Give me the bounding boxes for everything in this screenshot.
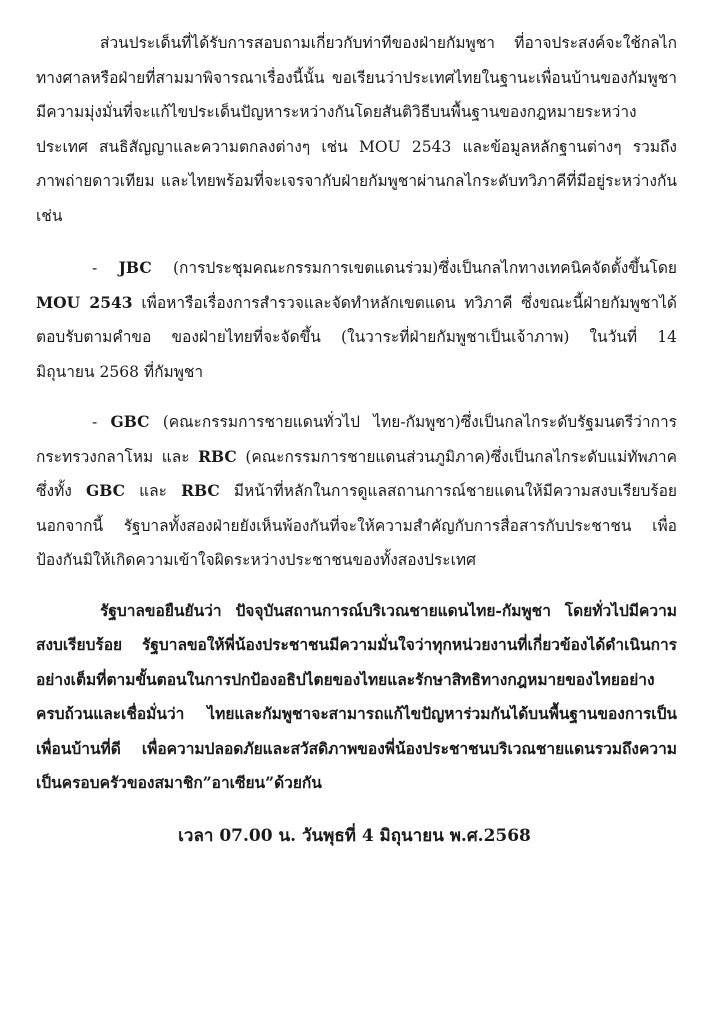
jbc-text-a: (การประชุมคณะกรรมการเขตแดนร่วม)ซึ่งเป็นกลไกทางเทคนิคจัดตั้งขึ้นโดย bbox=[151, 259, 677, 277]
mou-acronym: MOU 2543 bbox=[36, 292, 133, 312]
paragraph-4-text: รัฐบาลขอยืนยันว่า ปัจจุบันสถานการณ์บริเวณชายแดนไทย-กัมพูชา โดยทั่วไปมีความสงบเรียบร้อย รัฐบาลขอให้พี่น้องประชาชนมีความมั่นใจว่าทุกหน่วยงานที่เกี่ยวข้องได้ดำเนินการอย่างเต็มที่ตามขั้นตอนในการปกป้องอธิปไตยของไทยและรักษาสิทธิทางกฎหมายของไทยอย่างครบถ้วนและเชื่อมั่นว่า ไทยและกัมพูชาจะสามารถแก้ไขปัญหาร่วมกันได้บนพื้นฐานของการเป็นเพื่อนบ้านที่ดี เพื่อความปลอดภัยและสวัสดิภาพของพี่น้องประชาชนบริเวณชายแดนรวมถึงความเป็นครอบครัวของสมาชิก”อาเซียน”ด้วยกัน bbox=[36, 600, 677, 792]
government-statement bbox=[36, 594, 677, 801]
gbc-text-a: (คณะกรรมการชายแดนทั่วไป ไทย-กัมพูชา)ซึ่งเป็นกลไกระดับรัฐมนตรีว่าการกระทรวงกลาโหม และ bbox=[36, 413, 677, 466]
paragraph-bilateral-mechanisms-intro bbox=[36, 26, 677, 233]
release-datetime: เวลา 07.00 น. วันพุธที่ 4 มิถุนายน พ.ศ.2568 bbox=[178, 825, 531, 846]
gbc-text-d: มีหน้าที่หลักในการดูแลสถานการณ์ชายแดนให้มีความสงบเรียบร้อย นอกจากนี้ รัฐบาลทั้งสองฝ่ายยังเห็นพ้องกันที่จะให้ความสำคัญกับการสื่อสารกับประชาชน เพื่อป้องกันมิให้เกิดความเข้าใจผิดระหว่างประชาชนของทั้งสองประเทศ bbox=[36, 482, 678, 569]
gbc-acronym: GBC bbox=[110, 412, 150, 431]
paragraph-1-text: ส่วนประเด็นที่ได้รับการสอบถามเกี่ยวกับท่าทีของฝ่ายกัมพูชา ที่อาจประสงค์จะใช้กลไกทางศาลหรือฝ่ายที่สามมาพิจารณาเรื่องนี้นั้น ขอเรียนว่าประเทศไทยในฐานะเพื่อนบ้านของกัมพูชามีความมุ่งมั่นที่จะแก้ไขประเด็นปัญหาระหว่างกันโดยสันติวิธีบนพื้นฐานของกฎหมายระหว่างประเทศ สนธิสัญญาและความตกลงต่างๆ เช่น MOU 2543 และข้อมูลหลักฐานต่างๆ รวมถึงภาพถ่ายดาวเทียม และไทยพร้อมที่จะเจรจากับฝ่ายกัมพูชาผ่านกลไกระดับทวิภาคีที่มีอยู่ระหว่างกัน เช่น bbox=[36, 34, 677, 225]
jbc-dash: - bbox=[92, 259, 119, 277]
gbc-dash: - bbox=[92, 413, 111, 431]
jbc-acronym: JBC bbox=[118, 258, 152, 277]
gbc-rbc-item bbox=[36, 405, 677, 578]
rbc-acronym: RBC bbox=[198, 446, 237, 466]
jbc-text-b: เพื่อหารือเรื่องการสำรวจและจัดทำหลักเขตแดน ทวิภาคี ซึ่งขณะนี้ฝ่ายกัมพูชาได้ตอบรับตามคำขอ ของฝ่ายไทยที่จะจัดขึ้น (ในวาระที่ฝ่ายกัมพูชาเป็นเจ้าภาพ) ในวันที่ 14 มิถุนายน 2568 ที่กัมพูชา bbox=[36, 293, 677, 381]
gbc-text-b: (คณะกรรมการชายแดนส่วนภูมิภาค)ซึ่งเป็นกลไกระดับแม่ทัพภาค ซึ่งทั้ง bbox=[36, 447, 677, 500]
jbc-item bbox=[36, 251, 677, 389]
gbc-text-c: และ bbox=[124, 482, 182, 500]
rbc-acronym-2: RBC bbox=[181, 481, 220, 500]
gbc-acronym-2: GBC bbox=[86, 481, 125, 500]
